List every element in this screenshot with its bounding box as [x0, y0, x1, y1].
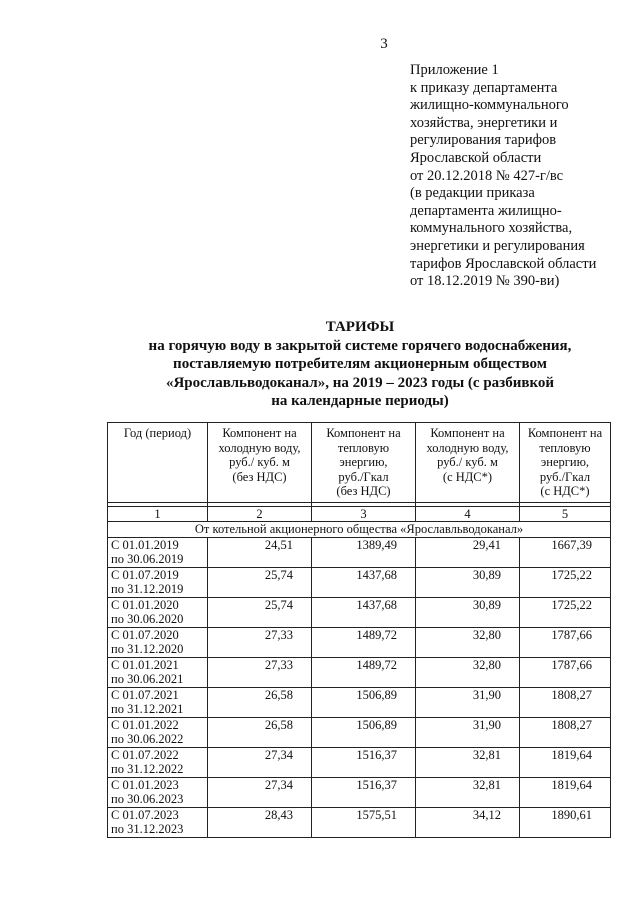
value-cell: 27,33 — [208, 627, 312, 657]
value-cell: 1437,68 — [312, 567, 416, 597]
table-row — [108, 747, 611, 777]
appendix-line: Ярославской области — [410, 149, 542, 166]
value-cell: 26,58 — [208, 717, 312, 747]
column-header-line: (с НДС*) — [540, 484, 590, 498]
period-from: С 01.07.2021 — [111, 687, 179, 702]
value-cell: 30,89 — [416, 597, 520, 627]
period-cell — [108, 597, 208, 627]
value-cell: 1808,27 — [520, 717, 611, 747]
column-header-line: Компонент на — [527, 426, 603, 440]
value-cell: 25,74 — [208, 567, 312, 597]
value-cell: 31,90 — [416, 687, 520, 717]
page-number: 3 — [380, 36, 388, 52]
value-cell: 32,80 — [416, 657, 520, 687]
column-header — [208, 423, 312, 503]
column-header-line: Год (период) — [123, 426, 192, 440]
column-number: 5 — [520, 506, 611, 522]
column-header-line: (без НДС) — [232, 469, 287, 484]
period-to: по 30.06.2021 — [111, 672, 184, 686]
value-cell: 1506,89 — [312, 687, 416, 717]
appendix-line: жилищно-коммунального — [410, 97, 569, 114]
table-row — [108, 657, 611, 687]
table-row — [108, 807, 611, 837]
column-header-line: руб./ куб. м — [229, 455, 290, 469]
period-from: С 01.01.2019 — [111, 537, 179, 552]
column-header-line: Компонент на — [222, 426, 297, 440]
value-cell: 1819,64 — [520, 747, 611, 777]
value-cell: 1890,61 — [520, 807, 611, 837]
column-header-line: руб./Гкал — [539, 469, 591, 484]
value-cell: 1516,37 — [312, 747, 416, 777]
value-cell: 1787,66 — [520, 627, 611, 657]
value-cell: 1489,72 — [312, 657, 416, 687]
period-cell — [108, 627, 208, 657]
column-header — [312, 423, 416, 503]
table-row — [108, 687, 611, 717]
value-cell: 1516,37 — [312, 777, 416, 807]
column-header — [416, 423, 520, 503]
value-cell: 32,80 — [416, 627, 520, 657]
appendix-line: от 20.12.2018 № 427-г/вс — [410, 167, 564, 184]
period-from: С 01.01.2023 — [111, 777, 179, 792]
appendix-line: энергетики и регулирования — [410, 237, 585, 254]
value-cell: 24,51 — [208, 537, 312, 567]
value-cell: 29,41 — [416, 537, 520, 567]
period-from: С 01.01.2022 — [111, 717, 179, 732]
table-row — [108, 717, 611, 747]
period-to: по 30.06.2023 — [111, 792, 184, 806]
column-numbers-row — [108, 506, 611, 522]
value-cell: 1389,49 — [312, 537, 416, 567]
appendix-line: коммунального хозяйства, — [410, 220, 573, 237]
column-number: 3 — [312, 506, 416, 522]
title-heading: ТАРИФЫ — [325, 319, 395, 335]
period-cell — [108, 807, 208, 837]
column-header-line: тепловую — [337, 440, 390, 455]
period-cell — [108, 747, 208, 777]
value-cell: 1667,39 — [520, 537, 611, 567]
period-cell — [108, 687, 208, 717]
title-line: на календарные периоды) — [271, 393, 449, 409]
value-cell: 31,90 — [416, 717, 520, 747]
column-header-line: руб./ куб. м — [437, 455, 498, 469]
column-number: 4 — [416, 506, 520, 522]
appendix-line: департамента жилищно- — [410, 202, 562, 219]
column-header-line: тепловую — [539, 440, 591, 455]
period-to: по 30.06.2019 — [111, 552, 184, 566]
value-cell: 27,34 — [208, 777, 312, 807]
value-cell: 30,89 — [416, 567, 520, 597]
table-row — [108, 597, 611, 627]
tariffs-table — [107, 422, 611, 838]
period-to: по 31.12.2021 — [111, 702, 184, 716]
value-cell: 27,34 — [208, 747, 312, 777]
title-line: поставляемую потребителям акционерным обществом — [173, 356, 547, 372]
value-cell: 27,33 — [208, 657, 312, 687]
column-header-line: Компонент на — [326, 426, 401, 440]
value-cell: 1489,72 — [312, 627, 416, 657]
document-title — [100, 318, 620, 411]
value-cell: 1819,64 — [520, 777, 611, 807]
column-header-line: энергию, — [339, 455, 388, 469]
period-cell — [108, 657, 208, 687]
period-to: по 31.12.2023 — [111, 822, 184, 836]
appendix-line: от 18.12.2019 № 390-ви) — [410, 273, 560, 290]
appendix-line: Приложение 1 — [410, 62, 499, 78]
period-cell — [108, 717, 208, 747]
column-header — [108, 423, 208, 503]
column-header-line: Компонент на — [430, 426, 505, 440]
period-cell — [108, 567, 208, 597]
appendix-line: к приказу департамента — [410, 79, 558, 96]
appendix-line: тарифов Ярославской области — [410, 255, 597, 272]
value-cell: 28,43 — [208, 807, 312, 837]
period-from: С 01.07.2023 — [111, 807, 179, 822]
column-number: 1 — [108, 506, 208, 522]
period-from: С 01.01.2020 — [111, 597, 179, 612]
column-header-line: (без НДС) — [336, 484, 391, 498]
table-row — [108, 777, 611, 807]
appendix-line: хозяйства, энергетики и — [410, 114, 558, 131]
column-header-line: (с НДС*) — [442, 469, 493, 484]
period-from: С 01.07.2020 — [111, 627, 179, 642]
period-to: по 30.06.2020 — [111, 612, 184, 626]
title-line: на горячую воду в закрытой системе горячего водоснабжения, — [148, 337, 572, 354]
title-line: «Ярославльводоканал», на 2019 – 2023 годы (с разбивкой — [165, 374, 555, 391]
column-header-line: холодную воду, — [218, 440, 301, 455]
period-to: по 31.12.2020 — [111, 642, 184, 656]
value-cell: 1437,68 — [312, 597, 416, 627]
period-to: по 30.06.2022 — [111, 732, 184, 746]
table-row — [108, 567, 611, 597]
value-cell: 34,12 — [416, 807, 520, 837]
value-cell: 32,81 — [416, 777, 520, 807]
value-cell: 1506,89 — [312, 717, 416, 747]
value-cell: 1725,22 — [520, 597, 611, 627]
column-header-line: руб./Гкал — [338, 469, 389, 484]
table-row — [108, 627, 611, 657]
period-to: по 31.12.2022 — [111, 762, 184, 776]
source-label: От котельной акционерного общества «Ярославльводоканал» — [108, 522, 611, 538]
appendix-note — [410, 62, 630, 291]
table-row — [108, 537, 611, 567]
appendix-line: регулирования тарифов — [410, 132, 557, 149]
value-cell: 1575,51 — [312, 807, 416, 837]
period-cell — [108, 537, 208, 567]
period-from: С 01.07.2022 — [111, 747, 179, 762]
table-header-row — [108, 423, 611, 503]
source-row — [108, 522, 611, 538]
column-header-line: холодную воду, — [426, 440, 509, 455]
column-header — [520, 423, 611, 503]
column-number: 2 — [208, 506, 312, 522]
period-to: по 31.12.2019 — [111, 582, 184, 596]
value-cell: 26,58 — [208, 687, 312, 717]
column-header-line: энергию, — [540, 455, 590, 469]
period-from: С 01.07.2019 — [111, 567, 179, 582]
value-cell: 1808,27 — [520, 687, 611, 717]
value-cell: 25,74 — [208, 597, 312, 627]
period-from: С 01.01.2021 — [111, 657, 179, 672]
value-cell: 1787,66 — [520, 657, 611, 687]
value-cell: 1725,22 — [520, 567, 611, 597]
period-cell — [108, 777, 208, 807]
value-cell: 32,81 — [416, 747, 520, 777]
appendix-line: (в редакции приказа — [410, 185, 535, 202]
